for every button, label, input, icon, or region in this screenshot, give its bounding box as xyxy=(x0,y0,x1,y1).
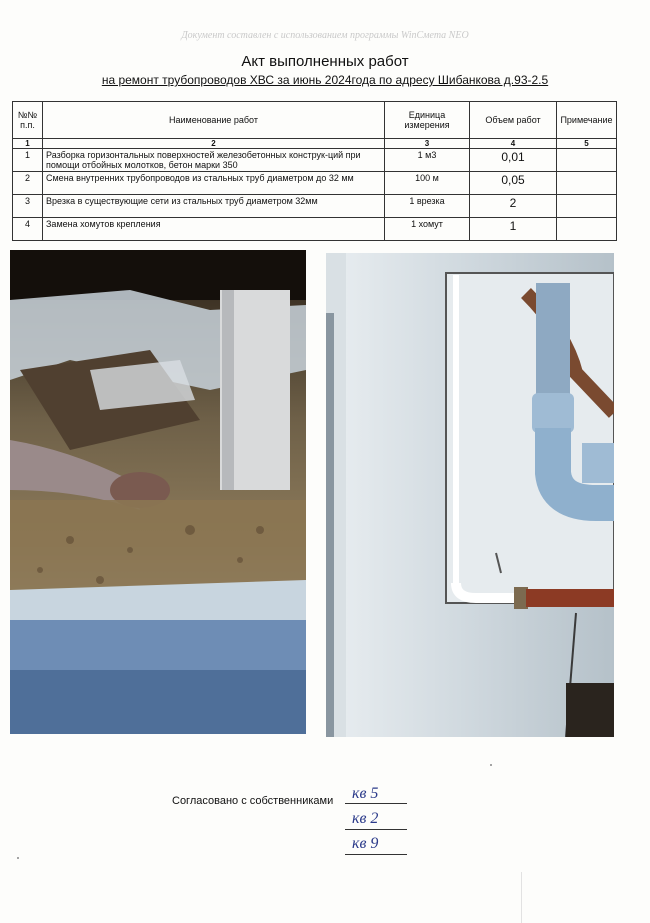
row-unit: 1 м3 xyxy=(385,149,470,172)
index-cell: 4 xyxy=(470,139,557,149)
scan-fold-line xyxy=(521,872,522,923)
row-note xyxy=(557,218,617,241)
index-cell: 2 xyxy=(43,139,385,149)
row-volume: 1 xyxy=(470,218,557,241)
signature-line xyxy=(345,803,407,804)
row-volume: 2 xyxy=(470,195,557,218)
index-cell: 5 xyxy=(557,139,617,149)
document-title: Акт выполненных работ xyxy=(241,53,409,70)
agreed-label: Согласовано с собственниками xyxy=(172,795,334,807)
table-row xyxy=(13,149,617,172)
table-row xyxy=(13,172,617,195)
row-work-name: Врезка в существующие сети из стальных труб диаметром 32мм xyxy=(43,195,385,218)
header-volume: Объем работ xyxy=(470,102,557,139)
signature-line xyxy=(345,829,407,830)
document-subtitle: на ремонт трубопроводов ХВС за июнь 2024года по адресу Шибанкова д.93-2.5 xyxy=(101,73,549,87)
photo-concrete-excavation xyxy=(10,250,306,734)
row-number: 3 xyxy=(13,195,43,218)
header-unit: Единица измерения xyxy=(385,102,470,139)
signature-apartment-9: кв 9 xyxy=(352,835,379,852)
scan-speck xyxy=(17,857,19,859)
signature-apartment-2: кв 2 xyxy=(352,810,379,827)
scan-speck xyxy=(490,764,492,766)
row-note xyxy=(557,195,617,218)
row-volume: 0,01 xyxy=(470,149,557,172)
row-unit: 1 хомут xyxy=(385,218,470,241)
works-table xyxy=(12,101,617,241)
row-work-name: Замена хомутов крепления xyxy=(43,218,385,241)
photo-pipes xyxy=(326,253,614,737)
row-work-name: Разборка горизонтальных поверхностей железобетонных конструк-ций при помощи отбойных молотков, бетон марки 350 xyxy=(43,149,385,172)
watermark-text: Документ составлен с использованием программы WinСмета NEO xyxy=(181,30,469,41)
header-number: №№ п.п. xyxy=(13,102,43,139)
table-header-row xyxy=(13,102,617,139)
header-note: Примечание xyxy=(557,102,617,139)
row-note xyxy=(557,172,617,195)
index-cell: 3 xyxy=(385,139,470,149)
header-work-name: Наименование работ xyxy=(43,102,385,139)
table-row xyxy=(13,218,617,241)
row-unit: 1 врезка xyxy=(385,195,470,218)
signature-apartment-5: кв 5 xyxy=(352,785,379,802)
row-number: 2 xyxy=(13,172,43,195)
table-index-row xyxy=(13,139,617,149)
row-unit: 100 м xyxy=(385,172,470,195)
row-number: 4 xyxy=(13,218,43,241)
index-cell: 1 xyxy=(13,139,43,149)
row-volume: 0,05 xyxy=(470,172,557,195)
signature-line xyxy=(345,854,407,855)
row-work-name: Смена внутренних трубопроводов из стальных труб диаметром до 32 мм xyxy=(43,172,385,195)
row-number: 1 xyxy=(13,149,43,172)
row-note xyxy=(557,149,617,172)
table-row xyxy=(13,195,617,218)
